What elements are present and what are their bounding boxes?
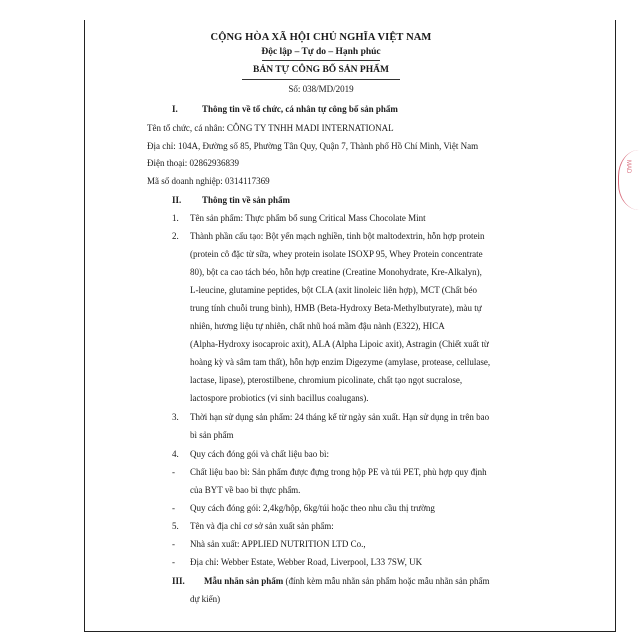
- section-1-title: Thông tin về tổ chức, cá nhân tự công bố sản phẩm: [202, 104, 398, 114]
- manufacturer: Nhà sản xuất: APPLIED NUTRITION LTD Co.,: [190, 539, 366, 549]
- section-3-title: Mẫu nhãn sản phẩm: [204, 576, 284, 586]
- item-3-line: bì sản phẩm: [190, 430, 234, 440]
- document-title: BẢN TỰ CÔNG BỐ SẢN PHẨM: [253, 65, 389, 75]
- item-3-line: Thời hạn sử dụng sản phẩm: 24 tháng kể từ ngày sản xuất. Hạn sử dụng in trên bao: [190, 412, 490, 422]
- seal-text: MAD: [625, 160, 631, 174]
- bullet-dash: -: [172, 557, 175, 567]
- motto: Độc lập – Tự do – Hạnh phúc: [261, 47, 381, 57]
- item-4-number: 4.: [172, 449, 179, 459]
- item-2-number: 2.: [172, 231, 179, 241]
- org-name: Tên tổ chức, cá nhân: CÔNG TY TNHH MADI INTERNATIONAL: [147, 123, 394, 133]
- manufacturer-address: Địa chỉ: Webber Estate, Webber Road, Liverpool, L33 7SW, UK: [190, 557, 423, 567]
- item-2-line: lactospore probiotics (vi sinh bacillus coalugans).: [190, 393, 369, 403]
- bullet-dash: -: [172, 539, 175, 549]
- item-1-number: 1.: [172, 213, 179, 223]
- item-2-line: trung tính chuỗi trung bình), HMB (Beta-Hydroxy Beta-Methylbutyrate), màu tự: [190, 303, 482, 313]
- item-2-line: nhiên, hương liệu tự nhiên, chất nhũ hoá mầm đậu nành (E322), HICA: [190, 321, 445, 331]
- item-4-title: Quy cách đóng gói và chất liệu bao bì:: [190, 449, 329, 459]
- item-2-line: (Alpha-Hydroxy isocaproic axit), ALA (Alpha Lipoic axit), Astragin (Chiết xuất từ: [190, 339, 489, 349]
- section-3-number: III.: [172, 576, 185, 586]
- org-tax-code: Mã số doanh nghiệp: 0314117369: [147, 176, 270, 186]
- item-2-line: hoàng kỳ và sâm tam thất), hỗn hợp enzim Digezyme (amylase, protease, cellulase,: [190, 357, 491, 367]
- item-5-title: Tên và địa chỉ cơ sở sản xuất sản phẩm:: [190, 521, 334, 531]
- item-2-line: Thành phần cấu tạo: Bột yến mạch nghiền, tinh bột maltodextrin, hỗn hợp protein: [190, 231, 485, 241]
- section-2-number: II.: [172, 195, 182, 205]
- section-2-title: Thông tin về sản phẩm: [202, 195, 291, 205]
- document-number: Số: 038/MD/2019: [288, 84, 354, 94]
- packaging-size: Quy cách đóng gói: 2,4kg/hộp, 6kg/túi hoặc theo nhu cầu thị trường: [190, 503, 435, 513]
- packaging-material-line: Chất liệu bao bì: Sản phẩm được đựng trong hộp PE và túi PET, phù hợp quy định: [190, 467, 487, 477]
- org-phone: Điện thoại: 02862936839: [147, 158, 239, 168]
- republic-heading: CỘNG HÒA XÃ HỘI CHỦ NGHĨA VIỆT NAM: [210, 32, 432, 43]
- item-2-line: (protein cô đặc từ sữa, whey protein isolate ISOXP 95, Whey Protein concentrate: [190, 249, 483, 259]
- bullet-dash: -: [172, 503, 175, 513]
- org-address: Địa chỉ: 104A, Đường số 85, Phường Tân Quy, Quận 7, Thành phố Hồ Chí Minh, Việt Nam: [147, 141, 479, 151]
- section-3-text: [204, 576, 490, 586]
- packaging-material-line: của BYT về bao bì thực phẩm.: [190, 485, 301, 495]
- title-underline: [242, 79, 400, 80]
- section-3-note: (đính kèm mẫu nhãn sản phẩm hoặc mẫu nhãn sản phẩm: [283, 576, 490, 586]
- item-5-number: 5.: [172, 521, 179, 531]
- motto-underline: [262, 60, 380, 61]
- section-1-number: I.: [172, 104, 178, 114]
- item-2-line: L-leucine, glutamine peptides, bột CLA (axit linoleic liên hợp), MCT (Chất béo: [190, 285, 478, 295]
- item-3-number: 3.: [172, 412, 179, 422]
- item-2-line: lactase, lipase), pterostilbene, chromium picolinate, chất tạo ngọt sucralose,: [190, 375, 463, 385]
- section-3-note-cont: dự kiến): [190, 594, 221, 604]
- item-1-product-name: Tên sản phẩm: Thực phẩm bổ sung Critical Mass Chocolate Mint: [190, 213, 426, 223]
- bullet-dash: -: [172, 467, 175, 477]
- item-2-line: 80), bột ca cao tách béo, hỗn hợp creatine (Creatine Monohydrate, Kre-Alkalyn),: [190, 267, 482, 277]
- red-seal-stamp: [618, 150, 639, 210]
